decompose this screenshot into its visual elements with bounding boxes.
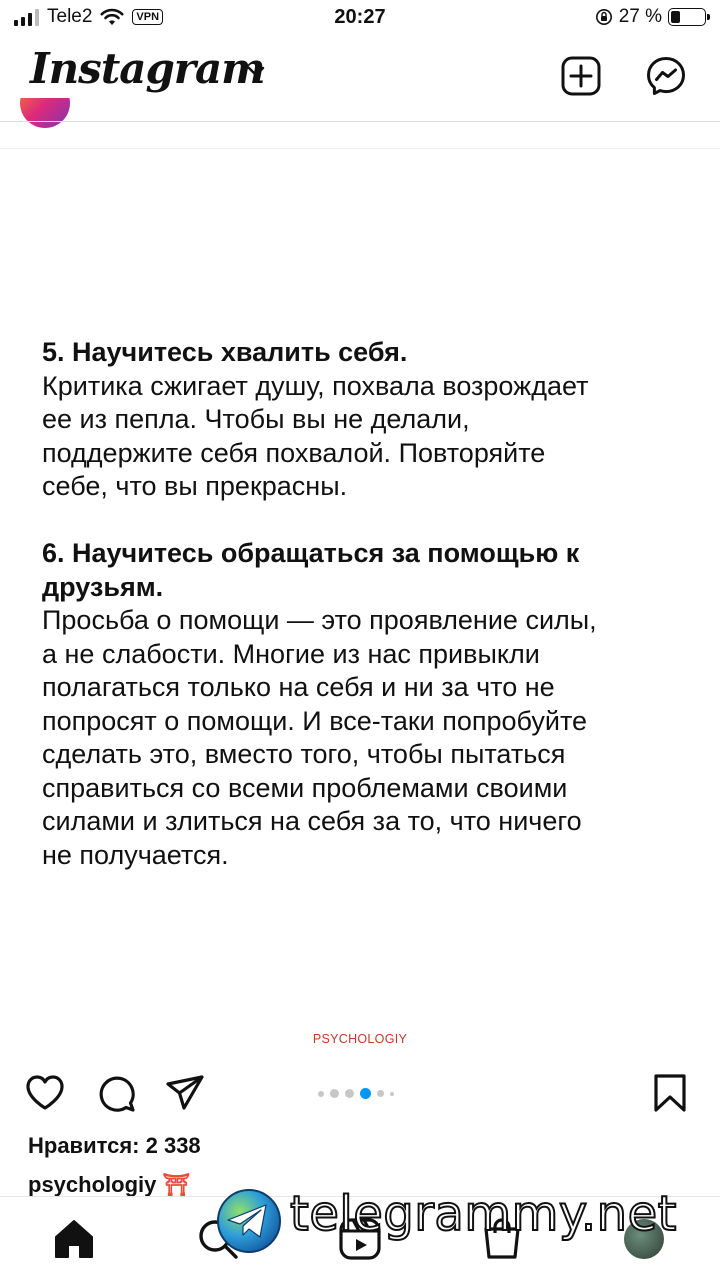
tip-6-line: справиться со всеми проблемами своими [42,772,568,803]
carousel-dot [345,1089,354,1098]
site-watermark-overlay [214,1186,714,1260]
new-post-icon[interactable] [561,56,601,96]
post-watermark: PSYCHOLOGIY [312,1032,408,1046]
tip-5-line: ее из пепла. Чтобы вы не делали, [42,404,470,434]
carousel-dot-active [360,1088,371,1099]
battery-icon [668,8,706,26]
vpn-badge: VPN [132,9,163,25]
paragraph-gap [42,504,692,538]
chevron-down-icon[interactable] [246,64,266,78]
post-caption [28,1172,190,1196]
like-heart-icon[interactable] [24,1072,66,1114]
post-divider [0,148,720,149]
tip-5-line: себе, что вы прекрасны. [42,471,348,501]
previous-post-avatar[interactable] [20,98,70,128]
status-time: 20:27 [334,6,386,28]
carousel-indicator [318,1088,394,1099]
comment-icon[interactable] [95,1072,137,1114]
carousel-dot [330,1089,339,1098]
carousel-dot [377,1090,384,1097]
home-icon[interactable] [52,1217,96,1261]
rotation-lock-icon [595,8,613,26]
tip-6-line: попросят о помощи. И все-таки попробуйте [42,705,588,736]
tip-6-heading: друзьям. [42,571,164,602]
tip-6-line: полагаться только на себя и ни за что не [42,672,555,702]
share-paper-plane-icon[interactable] [164,1072,206,1114]
post-image-text [42,336,692,872]
app-header [0,36,720,122]
site-watermark-text: telegrammy.net [290,1186,677,1242]
messenger-icon[interactable] [646,56,686,96]
carousel-dot [390,1092,394,1096]
carrier-name: Tele2 [47,6,93,27]
likes-count[interactable]: Нравится: 2 338 [28,1133,201,1158]
tip-5-line: Критика сжигает душу, похвала возрождает [42,370,589,401]
tip-6-line: сделать это, вместо того, чтобы пытаться [42,739,566,769]
telegram-globe-icon [216,1188,282,1254]
tip-6-line: не получается. [42,839,229,870]
battery-percent: 27 % [618,6,662,27]
instagram-logo[interactable]: Instagram [30,44,265,93]
tip-6-line: а не слабости. Многие из нас привыкли [42,638,540,669]
bookmark-icon[interactable] [650,1072,692,1114]
tip-6-heading: 6. Научитесь обращаться за помощью к [42,538,580,568]
battery-fill [671,11,680,23]
status-bar [0,0,720,36]
tip-5-line: поддержите себя похвалой. Повторяйте [42,437,546,468]
status-right [595,6,706,28]
tip-6-line: силами и злиться на себя за то, что ничего [42,806,582,836]
carousel-dot [318,1091,324,1097]
post-image[interactable] [0,150,720,1055]
caption-username[interactable]: psychologiy [28,1172,157,1196]
tip-5-heading: 5. Научитесь хвалить себя. [42,337,408,367]
caption-emoji: ⛩ [162,1172,191,1196]
tip-6-line: Просьба о помощи — это проявление силы, [42,605,597,635]
post-actions [0,1068,720,1116]
header-divider [0,121,720,122]
